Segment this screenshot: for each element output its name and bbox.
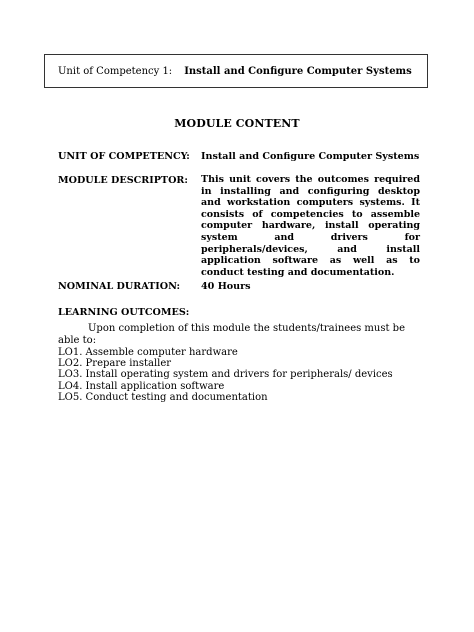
learning-outcomes-intro: Upon completion of this module the students/trainees must be able to: [58, 323, 405, 346]
learning-outcome-item: LO2. Prepare installer [58, 358, 172, 370]
learning-outcome-item: LO1. Assemble computer hardware [58, 347, 238, 358]
module-descriptor-label: MODULE DESCRIPTOR: [58, 175, 188, 186]
learning-outcomes-list [58, 347, 393, 403]
module-descriptor-value: This unit covers the outcomes required in installing and configuring desktop and workstation computers systems. It consists of competencies to assemble computer hardware, install operating system and drivers for peripherals/devices, and install application software as well as to conduct testing and documentation. [201, 174, 420, 278]
learning-outcome-item: LO3. Install operating system and drivers for peripherals/ devices [58, 369, 393, 381]
unit-of-competency-label: UNIT OF COMPETENCY: [58, 151, 190, 162]
nominal-duration-label: NOMINAL DURATION: [58, 281, 181, 292]
unit-box-value: Install and Configure Computer Systems [184, 65, 412, 77]
unit-of-competency-box [44, 54, 428, 88]
unit-box-label: Unit of Competency 1: [58, 65, 173, 77]
learning-outcome-item: LO4. Install application software [58, 380, 225, 392]
page-title: MODULE CONTENT [174, 117, 300, 130]
learning-outcome-item: LO5. Conduct testing and documentation [58, 391, 268, 403]
nominal-duration-value: 40 Hours [201, 281, 251, 292]
unit-of-competency-value: Install and Configure Computer Systems [201, 151, 420, 162]
learning-outcomes-heading: LEARNING OUTCOMES: [58, 307, 190, 318]
